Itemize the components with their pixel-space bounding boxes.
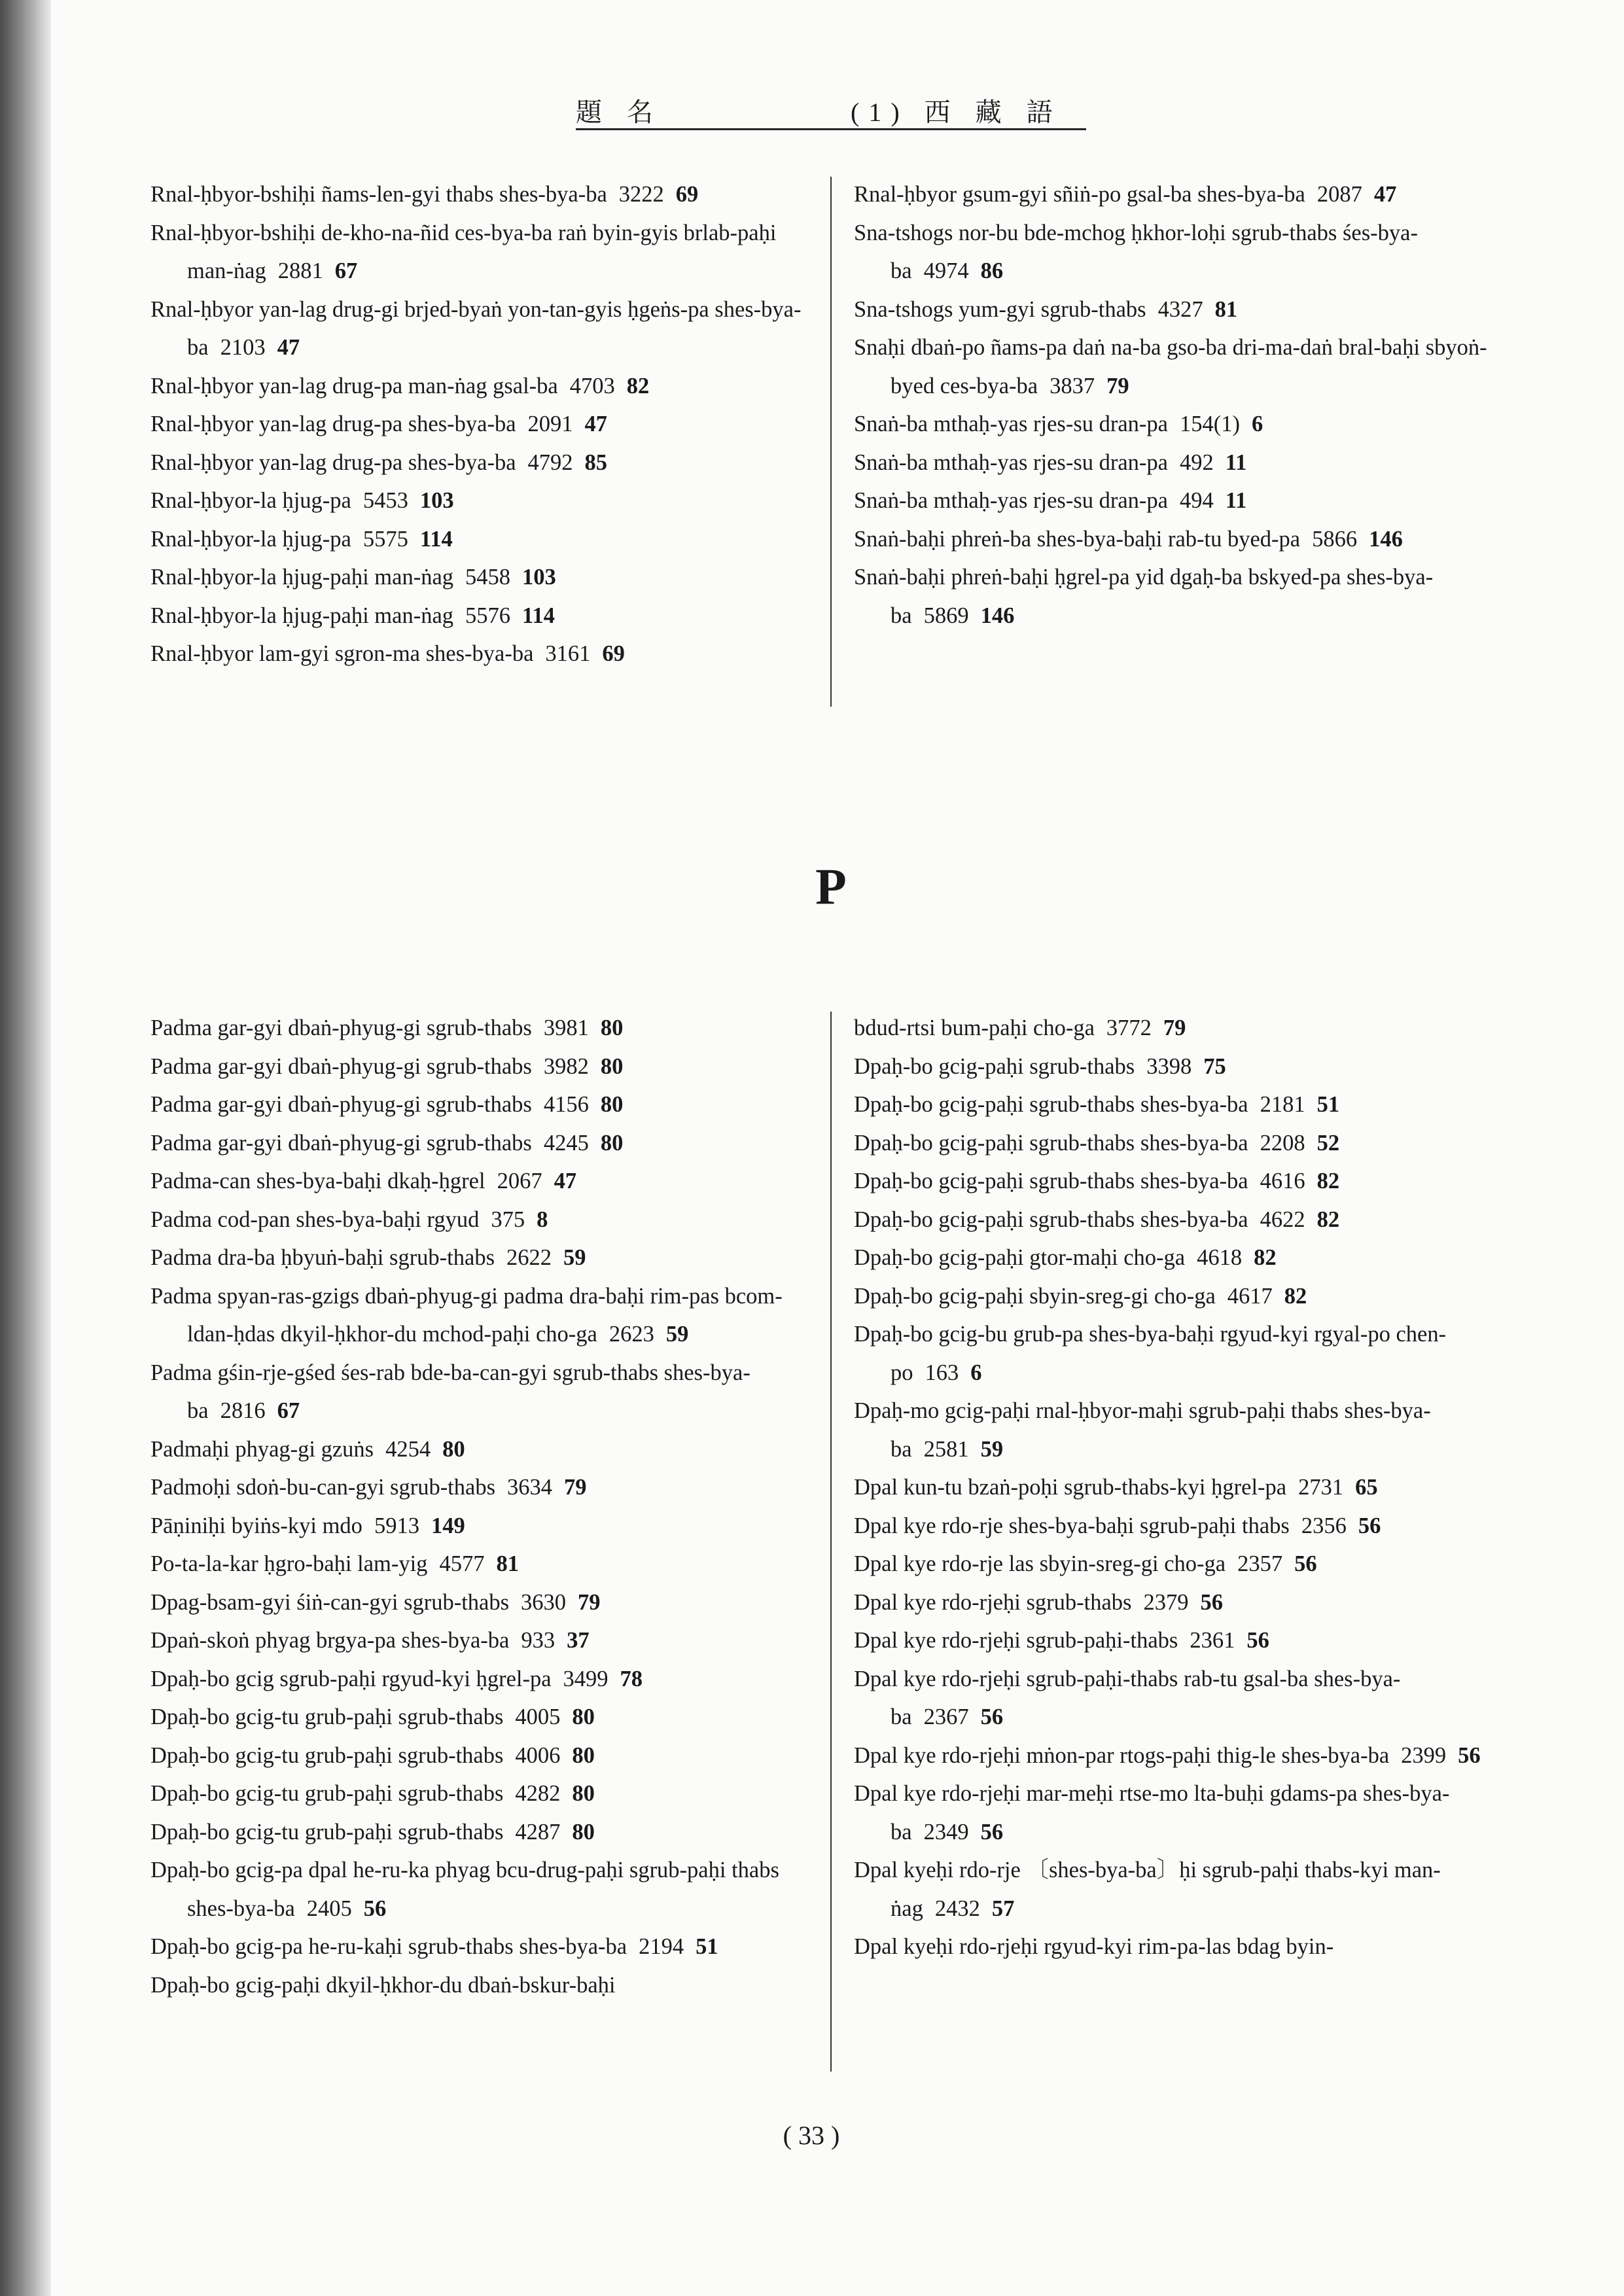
entry-page-ref: 47 — [1373, 182, 1397, 207]
index-entry — [854, 1468, 1508, 1507]
entry-page-ref: 59 — [980, 1436, 1004, 1462]
page-header — [576, 92, 1086, 130]
index-entry — [854, 1737, 1508, 1775]
top-right-column — [854, 175, 1508, 635]
entry-page-ref: 80 — [600, 1053, 624, 1079]
entry-page-ref: 59 — [665, 1322, 689, 1347]
entry-catalog-number: 2367 — [923, 1704, 969, 1729]
entry-page-ref: 82 — [1284, 1283, 1307, 1309]
entry-title: Dpaṅ-skoṅ phyag brgya-pa shes-bya-ba — [150, 1628, 510, 1653]
entry-page-ref: 51 — [1316, 1092, 1340, 1117]
entry-page-ref: 56 — [1246, 1628, 1269, 1653]
entry-catalog-number: 4282 — [515, 1781, 561, 1806]
entry-page-ref: 86 — [980, 258, 1004, 283]
entry-catalog-number: 494 — [1179, 488, 1214, 513]
entry-title: Dpaḥ-bo gcig-paḥi sbyin-sreg-gi cho-ga — [854, 1283, 1216, 1309]
entry-page-ref: 51 — [696, 1934, 718, 1959]
entry-catalog-number: 4245 — [543, 1130, 589, 1156]
header-title: 題 名 — [576, 97, 662, 127]
index-entry — [854, 1660, 1508, 1737]
entry-page-ref: 56 — [1200, 1589, 1223, 1615]
bottom-left-column — [150, 1009, 805, 2004]
entry-catalog-number: 5453 — [362, 488, 408, 513]
index-entry — [854, 328, 1508, 405]
index-entry — [150, 1201, 805, 1239]
index-entry — [150, 1277, 805, 1354]
column-divider — [830, 1012, 832, 2072]
index-entry — [854, 1239, 1508, 1277]
entry-catalog-number: 4156 — [543, 1092, 589, 1117]
entry-title: Dpal kyeḥi rdo-rje 〔shes-bya-ba〕ḥi sgrub-paḥi thabs-kyi man-ṅag — [854, 1858, 1441, 1921]
entry-page-ref: 69 — [675, 182, 699, 207]
entry-page-ref: 47 — [554, 1169, 577, 1193]
entry-title: Dpaḥ-bo gcig-tu grub-paḥi sgrub-thabs — [150, 1781, 504, 1806]
entry-title: Snaṅ-baḥi phreṅ-ba shes-bya-baḥi rab-tu byed-pa — [854, 526, 1301, 552]
index-entry — [854, 405, 1508, 444]
entry-catalog-number: 2581 — [923, 1436, 969, 1462]
entry-catalog-number: 4616 — [1260, 1169, 1305, 1193]
entry-title: Padmoḥi sdoṅ-bu-can-gyi sgrub-thabs — [150, 1475, 496, 1500]
entry-catalog-number: 2432 — [934, 1896, 980, 1921]
entry-title: Rnal-ḥbyor-bshiḥi ñams-len-gyi thabs shes-bya-ba — [150, 182, 607, 207]
index-entry — [854, 1048, 1508, 1086]
entry-page-ref: 56 — [1458, 1742, 1481, 1768]
entry-title: Pāṇiniḥi byiṅs-kyi mdo — [150, 1513, 362, 1538]
entry-title: Dpal kyeḥi rdo-rjeḥi rgyud-kyi rim-pa-las bdag byin- — [854, 1934, 1334, 1959]
entry-page-ref: 114 — [522, 603, 555, 628]
entry-title: Dpaḥ-bo gcig-paḥi sgrub-thabs shes-bya-ba — [854, 1092, 1248, 1117]
entry-catalog-number: 2731 — [1298, 1475, 1344, 1500]
entry-catalog-number: 4287 — [515, 1819, 561, 1845]
bottom-right-column — [854, 1009, 1508, 1966]
index-entry — [854, 1086, 1508, 1124]
index-entry — [150, 1354, 805, 1430]
entry-title: Padma gar-gyi dbaṅ-phyug-gi sgrub-thabs — [150, 1130, 532, 1156]
entry-title: Dpal kye rdo-rjeḥi sgrub-paḥi-thabs — [854, 1628, 1178, 1653]
entry-catalog-number: 2208 — [1260, 1130, 1305, 1156]
index-entry — [150, 1124, 805, 1163]
entry-title: Padma-can shes-bya-baḥi dkaḥ-ḥgrel — [150, 1169, 485, 1193]
entry-page-ref: 80 — [600, 1130, 624, 1156]
index-entry — [150, 1698, 805, 1737]
entry-title: Padma dra-ba ḥbyuṅ-baḥi sgrub-thabs — [150, 1245, 495, 1270]
entry-catalog-number: 2087 — [1316, 182, 1362, 207]
entry-page-ref: 80 — [600, 1092, 624, 1117]
entry-page-ref: 47 — [584, 412, 608, 436]
index-entry — [854, 1851, 1508, 1928]
entry-page-ref: 11 — [1225, 488, 1247, 513]
index-entry — [150, 1507, 805, 1545]
entry-catalog-number: 3499 — [563, 1666, 609, 1691]
index-entry — [150, 1660, 805, 1699]
entry-catalog-number: 4327 — [1157, 296, 1203, 322]
index-entry — [150, 635, 805, 673]
entry-page-ref: 79 — [564, 1475, 587, 1500]
entry-page-ref: 103 — [419, 488, 454, 513]
entry-title: Dpaḥ-bo gcig-paḥi dkyil-ḥkhor-du dbaṅ-bskur-baḥi — [150, 1972, 616, 1998]
entry-page-ref: 6 — [970, 1360, 982, 1385]
entry-page-ref: 80 — [572, 1704, 595, 1729]
index-entry — [150, 1621, 805, 1660]
index-entry — [150, 444, 805, 482]
entry-page-ref: 81 — [496, 1551, 519, 1576]
entry-catalog-number: 2622 — [506, 1245, 552, 1270]
entry-title: Sna-tshogs yum-gyi sgrub-thabs — [854, 296, 1146, 322]
index-entry — [854, 1775, 1508, 1851]
entry-page-ref: 79 — [578, 1589, 601, 1615]
entry-catalog-number: 4974 — [923, 258, 969, 283]
entry-title: Snaṅ-ba mthaḥ-yas rjes-su dran-pa — [854, 412, 1168, 436]
entry-title: Dpaḥ-bo gcig-paḥi sgrub-thabs shes-bya-ba — [854, 1207, 1248, 1232]
entry-title: Rnal-ḥbyor-la ḥjug-paḥi man-ṅag — [150, 603, 454, 628]
entry-title: Rnal-ḥbyor gsum-gyi sñiṅ-po gsal-ba shes-bya-ba — [854, 182, 1305, 207]
entry-title: Rnal-ḥbyor yan-lag drug-pa shes-bya-ba — [150, 412, 516, 436]
entry-title: Rnal-ḥbyor yan-lag drug-gi brjed-byaṅ yon-tan-gyis ḥgeṅs-pa shes-bya-ba — [150, 296, 802, 360]
index-entry — [150, 291, 805, 367]
entry-catalog-number: 2405 — [306, 1896, 352, 1921]
entry-page-ref: 82 — [626, 373, 650, 398]
entry-title: bdud-rtsi bum-paḥi cho-ga — [854, 1016, 1095, 1040]
entry-page-ref: 81 — [1214, 296, 1238, 322]
index-entry — [150, 1966, 805, 2005]
entry-title: Dpal kye rdo-rje shes-bya-baḥi sgrub-paḥi thabs — [854, 1513, 1290, 1538]
entry-page-ref: 103 — [522, 565, 556, 590]
entry-title: Po-ta-la-kar ḥgro-baḥi lam-yig — [150, 1551, 428, 1576]
entry-title: Padma gar-gyi dbaṅ-phyug-gi sgrub-thabs — [150, 1092, 532, 1117]
index-entry — [854, 175, 1508, 214]
entry-title: Dpag-bsam-gyi śiṅ-can-gyi sgrub-thabs — [150, 1589, 510, 1615]
entry-catalog-number: 4006 — [515, 1742, 561, 1768]
index-entry — [150, 214, 805, 291]
entry-title: Dpaḥ-bo gcig-paḥi sgrub-thabs shes-bya-ba — [854, 1169, 1248, 1193]
entry-catalog-number: 3982 — [543, 1053, 589, 1079]
entry-title: Snaṅ-ba mthaḥ-yas rjes-su dran-pa — [854, 488, 1168, 513]
entry-catalog-number: 5866 — [1312, 526, 1358, 552]
entry-page-ref: 56 — [1294, 1551, 1317, 1576]
entry-title: Snaṅ-ba mthaḥ-yas rjes-su dran-pa — [854, 450, 1168, 475]
entry-catalog-number: 2357 — [1237, 1551, 1283, 1576]
index-entry — [150, 1048, 805, 1086]
entry-page-ref: 80 — [572, 1819, 595, 1845]
index-entry — [854, 214, 1508, 291]
entry-title: Padma gar-gyi dbaṅ-phyug-gi sgrub-thabs — [150, 1053, 532, 1079]
index-entry — [150, 1737, 805, 1775]
entry-title: Dpaḥ-bo gcig-paḥi sgrub-thabs — [854, 1053, 1135, 1079]
entry-title: Dpaḥ-bo gcig sgrub-paḥi rgyud-kyi ḥgrel-pa — [150, 1666, 552, 1691]
entry-page-ref: 79 — [1163, 1016, 1186, 1040]
entry-catalog-number: 4622 — [1260, 1207, 1305, 1232]
entry-title: Dpaḥ-bo gcig-paḥi gtor-maḥi cho-ga — [854, 1245, 1186, 1270]
entry-catalog-number: 4577 — [439, 1551, 485, 1576]
index-entry — [854, 1124, 1508, 1163]
header-section: (1) 西 藏 語 — [851, 97, 1062, 127]
index-entry — [150, 558, 805, 597]
index-entry — [150, 1086, 805, 1124]
entry-catalog-number: 4254 — [385, 1436, 431, 1462]
entry-catalog-number: 3398 — [1146, 1053, 1192, 1079]
entry-page-ref: 56 — [980, 1704, 1004, 1729]
entry-catalog-number: 375 — [491, 1207, 525, 1232]
index-entry — [854, 1583, 1508, 1622]
entry-title: Dpal kye rdo-rjeḥi mar-meḥi rtse-mo lta-buḥi gdams-pa shes-bya-ba — [854, 1781, 1450, 1845]
entry-title: Dpal kye rdo-rjeḥi sgrub-thabs — [854, 1589, 1132, 1615]
entry-title: Dpaḥ-mo gcig-paḥi rnal-ḥbyor-maḥi sgrub-paḥi thabs shes-bya-ba — [854, 1398, 1431, 1462]
column-divider — [830, 177, 832, 707]
index-entry — [854, 1392, 1508, 1468]
index-entry — [150, 1851, 805, 1928]
entry-catalog-number: 3161 — [545, 641, 591, 666]
index-entry — [854, 1277, 1508, 1316]
scan-edge — [0, 0, 51, 2296]
entry-page-ref: 146 — [1369, 526, 1403, 552]
index-entry — [150, 1928, 805, 1966]
entry-title: Dpaḥ-bo gcig-bu grub-pa shes-bya-baḥi rgyud-kyi rgyal-po chen-po — [854, 1322, 1447, 1385]
entry-title: Dpal kye rdo-rjeḥi sgrub-paḥi-thabs rab-tu gsal-ba shes-bya-ba — [854, 1666, 1401, 1729]
index-entry — [854, 1507, 1508, 1545]
entry-catalog-number: 5576 — [465, 603, 511, 628]
index-entry — [854, 1315, 1508, 1392]
entry-title: Dpaḥ-bo gcig-tu grub-paḥi sgrub-thabs — [150, 1819, 504, 1845]
entry-page-ref: 56 — [363, 1896, 387, 1921]
entry-catalog-number: 2067 — [497, 1169, 542, 1193]
entry-catalog-number: 3634 — [507, 1475, 553, 1500]
entry-page-ref: 80 — [572, 1781, 595, 1806]
index-entry — [854, 1162, 1508, 1201]
index-entry — [854, 291, 1508, 329]
entry-page-ref: 8 — [537, 1207, 548, 1232]
entry-title: Dpaḥ-bo gcig-pa dpal he-ru-ka phyag bcu-drug-paḥi sgrub-paḥi thabs shes-bya-ba — [150, 1858, 779, 1921]
index-entry — [150, 1775, 805, 1813]
entry-catalog-number: 2181 — [1260, 1092, 1305, 1117]
entry-catalog-number: 3981 — [543, 1016, 589, 1040]
entry-page-ref: 65 — [1355, 1475, 1378, 1500]
index-entry — [854, 1928, 1508, 1966]
index-entry — [150, 1583, 805, 1622]
entry-page-ref: 146 — [980, 603, 1015, 628]
entry-catalog-number: 2881 — [277, 258, 323, 283]
index-entry — [854, 1009, 1508, 1048]
entry-catalog-number: 2399 — [1401, 1742, 1447, 1768]
index-entry — [150, 1009, 805, 1048]
entry-catalog-number: 2349 — [923, 1819, 969, 1845]
entry-title: Snaṅ-baḥi phreṅ-baḥi ḥgrel-pa yid dgaḥ-ba bskyed-pa shes-bya-ba — [854, 565, 1434, 628]
entry-catalog-number: 4617 — [1227, 1283, 1273, 1309]
entry-catalog-number: 2623 — [609, 1322, 654, 1347]
entry-catalog-number: 2356 — [1301, 1513, 1347, 1538]
entry-title: Dpaḥ-bo gcig-tu grub-paḥi sgrub-thabs — [150, 1742, 504, 1768]
entry-catalog-number: 4703 — [569, 373, 615, 398]
entry-title: Rnal-ḥbyor yan-lag drug-pa shes-bya-ba — [150, 450, 516, 475]
index-entry — [854, 520, 1508, 559]
entry-catalog-number: 2091 — [527, 412, 573, 436]
index-entry — [150, 520, 805, 559]
index-entry — [150, 175, 805, 214]
entry-page-ref: 59 — [563, 1245, 586, 1270]
entry-catalog-number: 2379 — [1143, 1589, 1189, 1615]
entry-page-ref: 57 — [991, 1896, 1015, 1921]
index-entry — [854, 558, 1508, 635]
entry-page-ref: 114 — [419, 526, 453, 552]
index-entry — [150, 1239, 805, 1277]
index-entry — [150, 597, 805, 635]
entry-catalog-number: 5458 — [465, 565, 511, 590]
entry-page-ref: 78 — [620, 1666, 643, 1691]
entry-catalog-number: 492 — [1179, 450, 1214, 475]
entry-page-ref: 67 — [277, 1398, 300, 1423]
entry-page-ref: 80 — [572, 1742, 595, 1768]
entry-title: Padma gar-gyi dbaṅ-phyug-gi sgrub-thabs — [150, 1016, 532, 1040]
entry-page-ref: 69 — [602, 641, 625, 666]
top-left-column — [150, 175, 805, 673]
entry-catalog-number: 4618 — [1197, 1245, 1243, 1270]
entry-page-ref: 56 — [980, 1819, 1004, 1845]
index-entry — [854, 1201, 1508, 1239]
entry-title: Rnal-ḥbyor-la ḥjug-paḥi man-ṅag — [150, 565, 454, 590]
index-entry — [150, 1430, 805, 1469]
entry-title: Dpal kye rdo-rje las sbyin-sreg-gi cho-ga — [854, 1551, 1226, 1576]
entry-catalog-number: 5869 — [923, 603, 969, 628]
entry-catalog-number: 3837 — [1050, 373, 1095, 398]
entry-page-ref: 6 — [1251, 412, 1263, 436]
index-entry — [150, 1468, 805, 1507]
index-entry — [854, 1621, 1508, 1660]
entry-title: Padma spyan-ras-gzigs dbaṅ-phyug-gi padma dra-baḥi rim-pas bcom-ldan-ḥdas dkyil-ḥkhor-du mchod-paḥi cho-ga — [150, 1283, 783, 1347]
entry-title: Padma gśin-rje-gśed śes-rab bde-ba-can-gyi sgrub-thabs shes-bya-ba — [150, 1360, 750, 1423]
entry-catalog-number: 933 — [521, 1628, 556, 1653]
entry-catalog-number: 2361 — [1190, 1628, 1235, 1653]
entry-catalog-number: 154(1) — [1179, 412, 1240, 436]
entry-title: Dpaḥ-bo gcig-tu grub-paḥi sgrub-thabs — [150, 1704, 504, 1729]
entry-page-ref: 149 — [431, 1513, 465, 1538]
entry-page-ref: 82 — [1316, 1207, 1340, 1232]
entry-catalog-number: 3772 — [1106, 1016, 1152, 1040]
entry-title: Dpaḥ-bo gcig-paḥi sgrub-thabs shes-bya-ba — [854, 1130, 1248, 1156]
entry-catalog-number: 5575 — [362, 526, 408, 552]
index-entry — [854, 482, 1508, 520]
entry-page-ref: 75 — [1203, 1053, 1226, 1079]
entry-catalog-number: 3630 — [521, 1589, 567, 1615]
entry-catalog-number: 2103 — [220, 335, 266, 360]
entry-page-ref: 56 — [1358, 1513, 1381, 1538]
index-entry — [854, 444, 1508, 482]
entry-page-ref: 47 — [277, 335, 300, 360]
index-entry — [150, 1162, 805, 1201]
index-entry — [150, 405, 805, 444]
entry-page-ref: 82 — [1254, 1245, 1277, 1270]
entry-page-ref: 85 — [584, 450, 608, 475]
entry-title: Rnal-ḥbyor-la ḥjug-pa — [150, 526, 351, 552]
entry-title: Dpal kye rdo-rjeḥi mṅon-par rtogs-paḥi thig-le shes-bya-ba — [854, 1742, 1390, 1768]
entry-title: Sna-tshogs nor-bu bde-mchog ḥkhor-loḥi sgrub-thabs śes-bya-ba — [854, 220, 1418, 283]
page-number: ( 33 ) — [783, 2121, 840, 2150]
entry-page-ref: 52 — [1316, 1130, 1340, 1156]
entry-page-ref: 11 — [1225, 450, 1247, 475]
entry-page-ref: 37 — [567, 1628, 590, 1653]
entry-title: Rnal-ḥbyor-bshiḥi de-kho-na-ñid ces-bya-ba raṅ byin-gyis brlab-paḥi man-ṅag — [150, 220, 777, 283]
entry-title: Padmaḥi phyag-gi gzuṅs — [150, 1436, 374, 1462]
entry-catalog-number: 2816 — [220, 1398, 266, 1423]
entry-page-ref: 82 — [1316, 1169, 1340, 1193]
entry-title: Snaḥi dbaṅ-po ñams-pa daṅ na-ba gso-ba dri-ma-daṅ bral-baḥi sbyoṅ-byed ces-bya-ba — [854, 335, 1487, 398]
index-entry — [150, 367, 805, 406]
index-entry — [150, 482, 805, 520]
entry-page-ref: 80 — [442, 1436, 465, 1462]
entry-catalog-number: 3222 — [618, 182, 664, 207]
index-entry — [150, 1545, 805, 1583]
entry-title: Dpal kun-tu bzaṅ-poḥi sgrub-thabs-kyi ḥgrel-pa — [854, 1475, 1287, 1500]
entry-page-ref: 80 — [600, 1016, 624, 1040]
entry-catalog-number: 4005 — [515, 1704, 561, 1729]
entry-catalog-number: 5913 — [374, 1513, 419, 1538]
entry-title: Rnal-ḥbyor yan-lag drug-pa man-ṅag gsal-ba — [150, 373, 558, 398]
entry-catalog-number: 163 — [925, 1360, 959, 1385]
entry-page-ref: 67 — [334, 258, 358, 283]
section-letter: P — [815, 858, 847, 915]
entry-title: Rnal-ḥbyor-la ḥjug-pa — [150, 488, 351, 513]
entry-catalog-number: 4792 — [527, 450, 573, 475]
entry-catalog-number: 2194 — [639, 1934, 684, 1959]
entry-title: Rnal-ḥbyor lam-gyi sgron-ma shes-bya-ba — [150, 641, 534, 666]
entry-title: Padma cod-pan shes-bya-baḥi rgyud — [150, 1207, 480, 1232]
entry-page-ref: 79 — [1106, 373, 1129, 398]
index-entry — [150, 1813, 805, 1852]
index-entry — [854, 1545, 1508, 1583]
entry-title: Dpaḥ-bo gcig-pa he-ru-kaḥi sgrub-thabs shes-bya-ba — [150, 1934, 627, 1959]
